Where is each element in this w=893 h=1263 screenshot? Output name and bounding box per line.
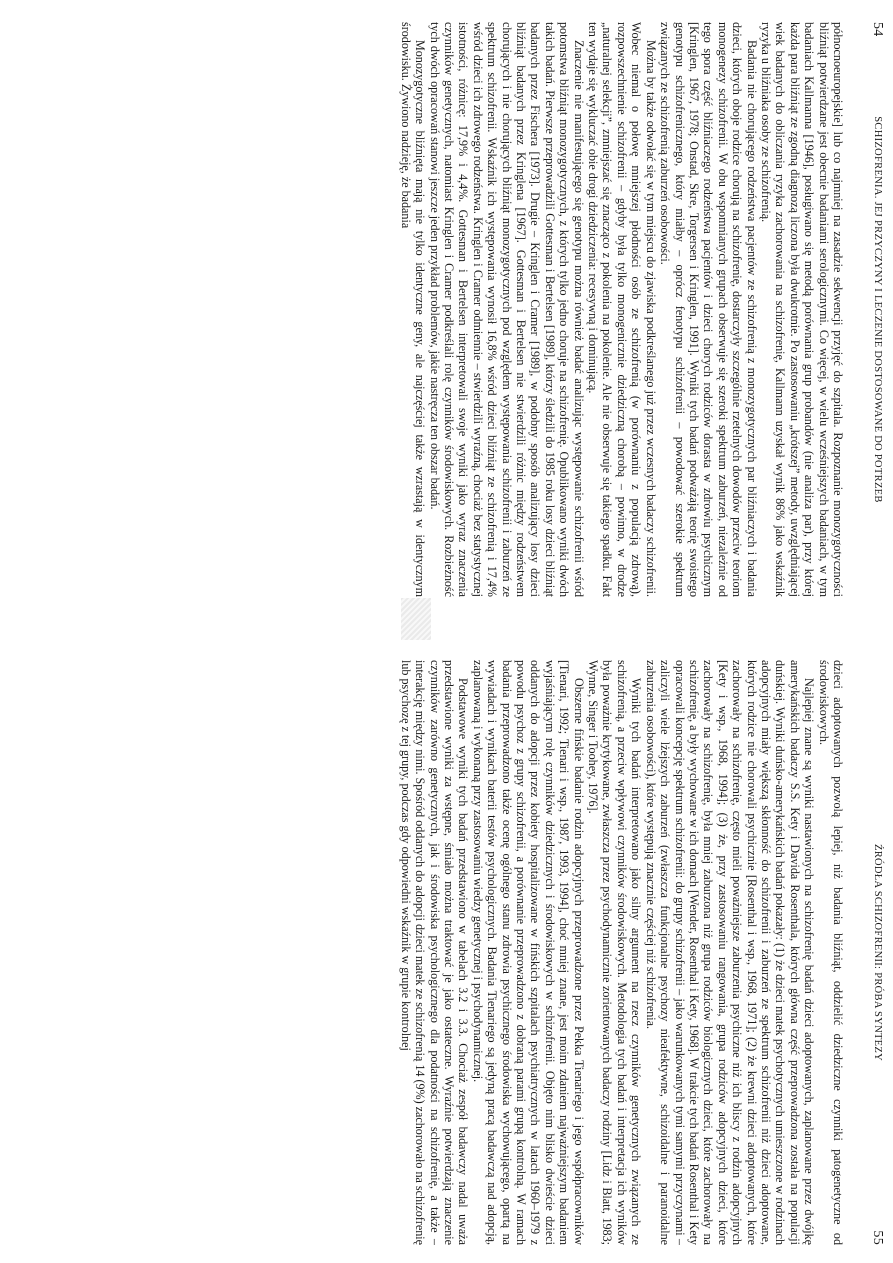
paragraph: Badania nie chorującego rodzeństwa pacjentów ze schizofrenią z monozygotycznych par bliźniaczych i badania dzieci, których oboje rodzice chorują na schizofrenię, dostarczyły szczególnie rzetelnych dowodów przeciw teoriom monogenezy schizofrenii. W obu wspomnianych grupach obserwuje się szeroki spektrum zaburzeń, niezależnie od tego spora część bliźniaczego rodzeństwa pacjentów i dzieci chorych rodziców dorasta w zdrowiu psychicznym [Kringlen, 1967, 1978; Onstad, Skre, Torgersen i Kringlen, 1991]. Wyniki tych badań podważają teorię swoistego genotypu schizofrenicznego, który miałby – oprócz fenotypu schizofrenii – powodować szerokie spektrum związanych ze schizofrenią zaburzeń osobowości. [658, 22, 759, 597]
paragraph: Podstawowe wyniki tych badań przedstawiono w tabelach 3.2 i 3.3. Chociaż zespół badawczy nadal uważa przedstawione wyniki za wstępne, śmiało można traktować je jako ostateczne. Wyraźnie potwierdzają znaczenie czynników zarówno genetycznych, jak i środowiska psychologicznego dla podatności na schizofrenię, a także – interakcję między nimi. Spośród oddanych do adopcji dzieci matek ze schizofrenią 14 (9%) zachorowało na schizofrenię lub psychozę z tej grupy, podczas gdy odpowiedni wskaźnik w grupie kontrolnej [398, 660, 471, 1245]
left-text-column [10, 22, 845, 597]
left-page-number: 54 [870, 22, 885, 37]
paragraph: Obszerne fińskie badanie rodzin adopcyjnych przeprowadzone przez Pekka Tienariego i jego współpracowników [Tienari, 1992; Tienari i wsp., 1987, 1993, 1994], choć mniej znane, jest moim zdaniem najważniejszym badaniem wyjaśniającym rolę czynników dziedzicznych i środowiskowych w schizofrenii. Objęto nim blisko dwieście dzieci oddanych do adopcji przez kobiety hospitalizowane w fińskich szpitalach psychiatrycznych w latach 1960–1979 z powodu psychoz z grupy schizofrenii, a porównanie przeprowadzono z dobraną parami grupą kontrolną. W ramach badania przeprowadzono także ocenę ogólnego stanu zdrowia psychicznego środowiska wychowującego, opartą na wywiadach i wynikach baterii testów psychologicznych. Badania Tienariego są jedyną pracą badawczą nad adopcją, zaplanowaną i wykonaną przy zastosowaniu wiedzy genetycznej i psychodynamicznej. [470, 660, 586, 1245]
left-running-header [859, 22, 883, 597]
paragraph: Monozygotyczne bliźnięta mają nie tylko identyczne geny, ale najczęściej także wzrastają w identycznym środowisku. Żywiono nadzieję, że badania [398, 22, 428, 597]
right-page [0, 660, 893, 1245]
paragraph: Wyniki tych badań interpretowano jako silny argument na rzecz czynników genetycznych związanych ze schizofrenią, a przeciw wpływowi czynników środowiskowych. Metodologia tych badań i interpretacja ich wyników była poważnie krytykowane, zwłaszcza przez psychodynamicznie zorientowanych badaczy rodziny [Lidz i Blatt, 1983; Wynne, Singer i Toohey, 1976]. [586, 660, 644, 1245]
paragraph: dzieci adoptowanych pozwolą lepiej, niż badania bliźniąt, oddzielić dziedziczne czynniki patogenetyczne od środowiskowych. [816, 660, 845, 1245]
left-page [0, 22, 893, 597]
left-running-head-title: SCHIZOFRENIA. JEJ PRZYCZYNY I LECZENIE DOSTOSOWANE DO POTRZEB [872, 116, 883, 503]
right-page-number: 55 [870, 1230, 885, 1245]
paragraph: Można by także odwołać się w tym miejscu do zjawiska podkreślanego już przez wczesnych badaczy schizofrenii. Wobec niemal o połowę mniejszej płodności osób ze schizofrenią (w porównaniu z populacją zdrową), rozpowszechnienie schizofrenii – gdyby była tylko monogenicznie dziedziczną chorobą – powinno, w drodze „naturalnej selekcji”, zmniejszać się znacząco z pokolenia na pokolenie. Ale nie obserwuje się takiego spadku. Fakt ten wydaje się wykluczać obie drogi dziedziczenia: recesywną i dominującą. [586, 22, 658, 597]
right-running-header [859, 660, 883, 1245]
right-text-column [10, 660, 845, 1245]
paragraph: Znaczenie nie manifestującego się genotypu można również badać analizując występowanie schizofrenii wśród potomstwa bliźniąt monozygotycznych, z których tylko jedno choruje na schizofrenię. Opublikowano wyniki dwóch takich badań. Pierwsze przeprowadzili Gottesman i Bertelsen [1989], którzy śledzili do 1985 roku losy dzieci bliźniąt badanych przez Fischera [1973]. Drugie – Kringlen i Cramer [1989], w podobny sposób analizujący losy dzieci bliźniąt badanych przez Kringlena [1967]. Gottesman i Bertelsen nie stwierdzili różnic między rodzeństwem chorujących i nie chorujących bliźniąt monozygotycznych pod względem występowania schizofrenii i zaburzeń ze spektrum schizofrenii. Wskaźnik ich występowania wynosił 16,8% wśród dzieci bliźniąt ze schizofrenią i 17,4% wśród dzieci ich zdrowego rodzeństwa. Kringlen i Cramer odmiennie – stwierdzili wyraźną, chociaż bez statystycznej istotności, różnicę: 17,9% i 4,4%. Gottesman i Bertelsen interpretowali swoje wyniki jako wyraz znaczenia czynników genetycznych, natomiast Kringlen i Cramer podkreślali rolę czynników środowiskowych. Rozbieżność tych dwóch opracowań stanowi jeszcze jeden przykład problemów, jakie nastręcza ten obszar badań. [427, 22, 586, 597]
paragraph: północnoeuropejskie] lub co najmniej na zasadzie sekwencji przyjęć do szpitala. Rozpoznanie monozygotyczności bliźniąt potwierdzane jest obecnie badaniami serologicznymi. Co więcej, w wielu wcześniejszych badaniach, w tym badaniach Kallmanna [1946], posługiwano się metodą porównania grup probandów (nie analiza par), przy której każda para bliźniąt ze zgodną diagnozą liczona była dwukrotnie. Po zastosowaniu „krótszej” metody, uwzględniającej wiek badanych do obliczania ryzyka zachorowania na schizofrenię, Kallmann uzyskał wynik 86% jako wskaźnik ryzyka u bliźniaka osoby ze schizofrenią. [758, 22, 845, 597]
paragraph: Najlepiej znane są wyniki nastawionych na schizofrenię badań dzieci adoptowanych, zaplanowane przez dwójkę amerykańskich badaczy S.S. Kety i Davida Rosenthala, których główna część przeprowadzona została na populacji duńskiej. Wyniki duńsko-amerykańskich badań pokazały: (1) że dzieci matek psychotycznych umieszczone w rodzinach adopcyjnych miały większą skłonność do schizofrenii i zaburzeń ze spektrum schizofrenii niż dzieci adoptowane, których rodzice nie chorowali psychicznie [Rosenthal i wsp., 1968, 1971]; (2) że krewni dzieci adoptowanych, które zachorowały na schizofrenię, często mieli poważniejsze zaburzenia psychiczne niż ich bliscy z rodzin adopcyjnych [Kety i wsp., 1968, 1994]; (3) że, przy zastosowaniu rangowania, grupa rodziców adopcyjnych dzieci, które zachorowały na schizofrenię, była mniej zaburzona niż grupa rodziców biologicznych dzieci, które zachorowały na schizofrenię, a były wychowane w ich domach [Wender, Rosenthal i Kety, 1968]. W trakcie tych badań Rosenthal i Kety opracowali koncepcję spektrum schizofrenii: do grupy schizofrenii – jako warunkowanych tymi samymi przyczynami – zaliczyli wiele lżejszych zaburzeń (zwłaszcza funkcjonalne psychozy nieafektywne, schizoidalne i paranoidalne zaburzenia osobowości), które występują znacznie częściej niż schizofrenia. [643, 660, 817, 1245]
scan-artifact [401, 598, 431, 640]
right-running-head-title: ŹRÓDŁA SCHIZOFRENII: PRÓBA SYNTEZY [872, 843, 883, 1061]
